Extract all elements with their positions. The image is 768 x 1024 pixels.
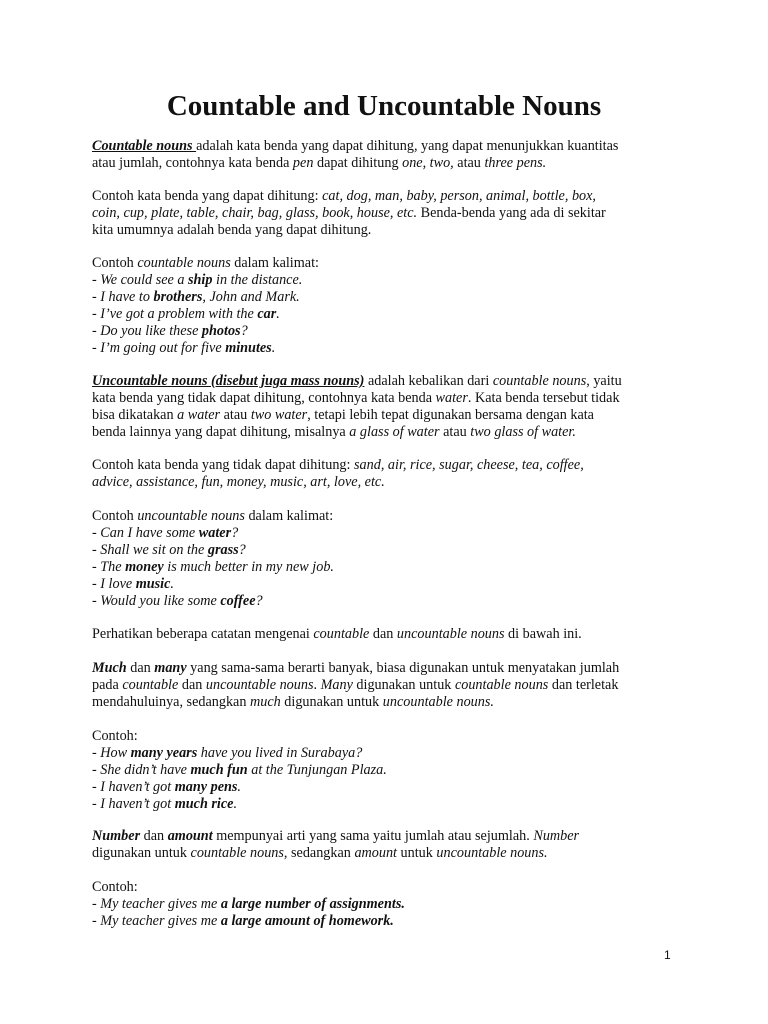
- list-item: - Would you like some coffee?: [92, 593, 263, 609]
- much-many-sentence-list: Contoh: - How many years have you lived in Surabaya? - She didn’t have much fun at the Tunjungan Plaza. - I haven’t got many pens. - I haven’t got much rice.: [92, 728, 692, 813]
- paragraph-number-amount: Number dan amount mempunyai arti yang sama yaitu jumlah atau sejumlah. Number digunakan untuk countable nouns, sedangkan amount untuk uncountable nouns.: [92, 828, 580, 861]
- paragraph-countable-examples: Contoh kata benda yang dapat dihitung: cat, dog, man, baby, person, animal, bottle, box, coin, cup, plate, table, chair, bag, glass, book, house, etc. Benda-benda yang ada di sekitar kita umumnya adalah benda yang dapat dihitung.: [92, 188, 606, 238]
- paragraph-uncountable-examples: Contoh kata benda yang tidak dapat dihitung: sand, air, rice, sugar, cheese, tea, coffee, advice, assistance, fun, money, music, art, love, etc.: [92, 457, 584, 490]
- page-title: Countable and Uncountable Nouns: [166, 90, 602, 122]
- paragraph-notes-intro: Perhatikan beberapa catatan mengenai countable dan uncountable nouns di bawah ini.: [92, 626, 582, 642]
- paragraph-much-many: Much dan many yang sama-sama berarti banyak, biasa digunakan untuk menyatakan jumlah pada countable dan uncountable nouns. Many digunakan untuk countable nouns dan terletak mendahuluinya, sedangkan much digunakan untuk uncountable nouns.: [92, 660, 620, 710]
- page-number: 1: [664, 948, 671, 962]
- list-item: - Do you like these photos?: [92, 323, 248, 339]
- term-countable-nouns: Countable nouns: [92, 138, 197, 154]
- list-item: - I haven’t got many pens.: [92, 779, 241, 795]
- paragraph-countable-definition: Countable nouns adalah kata benda yang dapat dihitung, yang dapat menunjukkan kuantitas atau jumlah, contohnya kata benda pen dapat dihitung one, two, atau three pens.: [92, 138, 619, 171]
- list-item: - I have to brothers, John and Mark.: [92, 289, 300, 305]
- list-item: - I love music.: [92, 576, 174, 592]
- list-item: - The money is much better in my new job.: [92, 559, 334, 575]
- list-item: - I haven’t got much rice.: [92, 796, 237, 812]
- paragraph-uncountable-definition: Uncountable nouns (disebut juga mass nouns) adalah kebalikan dari countable nouns, yaitu kata benda yang tidak dapat dihitung, contohnya kata benda water. Kata benda tersebut tidak bisa dikatakan a water atau two water, tetapi lebih tepat digunakan bersama dengan kata benda lainnya yang dapat dihitung, misalnya a glass of water atau two glass of water.: [92, 373, 622, 440]
- list-item: - I’ve got a problem with the car.: [92, 306, 280, 322]
- list-item: - How many years have you lived in Surabaya?: [92, 745, 363, 761]
- list-item: - Can I have some water?: [92, 525, 239, 541]
- list-item: - We could see a ship in the distance.: [92, 272, 303, 288]
- countable-sentence-list: Contoh countable nouns dalam kalimat: - We could see a ship in the distance. - I have to brothers, John and Mark. - I’ve got a problem with the car. - Do you like these photos? - I’m going out for five minutes.: [92, 255, 692, 357]
- list-item: - I’m going out for five minutes.: [92, 340, 276, 356]
- list-item: - My teacher gives me a large number of assignments.: [92, 896, 405, 912]
- uncountable-sentence-list: Contoh uncountable nouns dalam kalimat: - Can I have some water? - Shall we sit on the grass? - The money is much better in my new job. - I love music. - Would you like some coffee?: [92, 508, 692, 610]
- number-amount-sentence-list: Contoh: - My teacher gives me a large number of assignments. - My teacher gives me a large amount of homework.: [92, 879, 692, 930]
- list-item: - Shall we sit on the grass?: [92, 542, 246, 558]
- term-uncountable-nouns: Uncountable nouns (disebut juga mass nouns): [92, 373, 365, 389]
- list-item: - She didn’t have much fun at the Tunjungan Plaza.: [92, 762, 387, 778]
- list-item: - My teacher gives me a large amount of homework.: [92, 913, 394, 929]
